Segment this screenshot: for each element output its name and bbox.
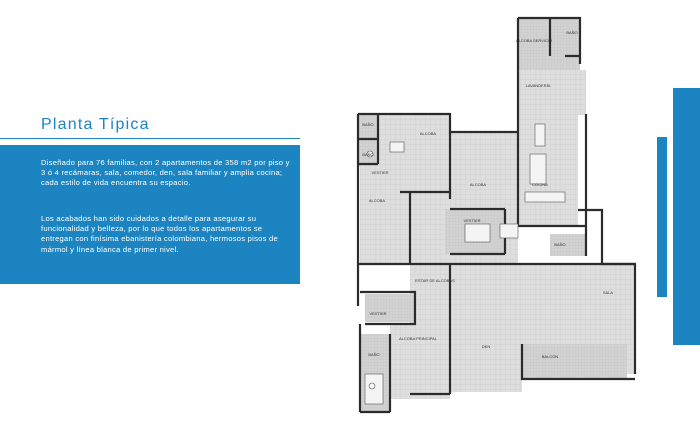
label-vestier-3: VESTIER (369, 311, 387, 316)
label-bano-servicio: BAÑO (566, 30, 578, 35)
label-alcoba-3: ALCOBA (469, 182, 487, 187)
label-bano-3: BAÑO (554, 242, 566, 247)
floor-plan (350, 14, 650, 414)
decorative-bar-outer (673, 88, 700, 345)
label-alcoba-2: ALCOBA (368, 198, 386, 203)
label-vestier-2: VESTIER (463, 218, 481, 223)
label-bano-1: BAÑO (362, 122, 374, 127)
label-sala: SALA (602, 290, 614, 295)
floor-areas (358, 18, 635, 412)
label-lavanderia: LAVANDERÍA (525, 83, 551, 88)
page-title: Planta Típica (41, 116, 150, 133)
label-estar-alcobas: ESTAR DE ALCOBAS (415, 278, 455, 283)
title-underline (0, 138, 300, 139)
label-cocina: COCINA (532, 182, 548, 187)
label-den: DEN (481, 344, 491, 349)
label-alcoba-principal: ALCOBA PRINCIPAL (399, 336, 437, 341)
label-vestier-1: VESTIER (371, 170, 389, 175)
description-paragraph-2: Los acabados han sido cuidados a detalle para asegurar su funcionalidad y belleza, por lo que todos los apartamentos se entregan con finísima ebanistería colombiana, hermosos pisos de mármol y línea blanca de primer nivel. (41, 214, 278, 254)
label-bano-4: BAÑO (368, 352, 380, 357)
label-bano-2: BAÑO (362, 152, 374, 157)
label-alcoba-1: ALCOBA (419, 131, 437, 136)
label-balcon: BALCÓN (541, 354, 559, 359)
label-alcoba-servicio: ALCOBA SERVICIO (515, 38, 553, 43)
description-paragraph-1: Diseñado para 76 familias, con 2 apartamentos de 358 m2 por piso y 3 ó 4 recámaras, sala, comedor, den, sala familiar y amplia cocina; cada estilo de vida encuentra su espacio. (41, 158, 290, 188)
decorative-bar-inner (657, 137, 667, 297)
